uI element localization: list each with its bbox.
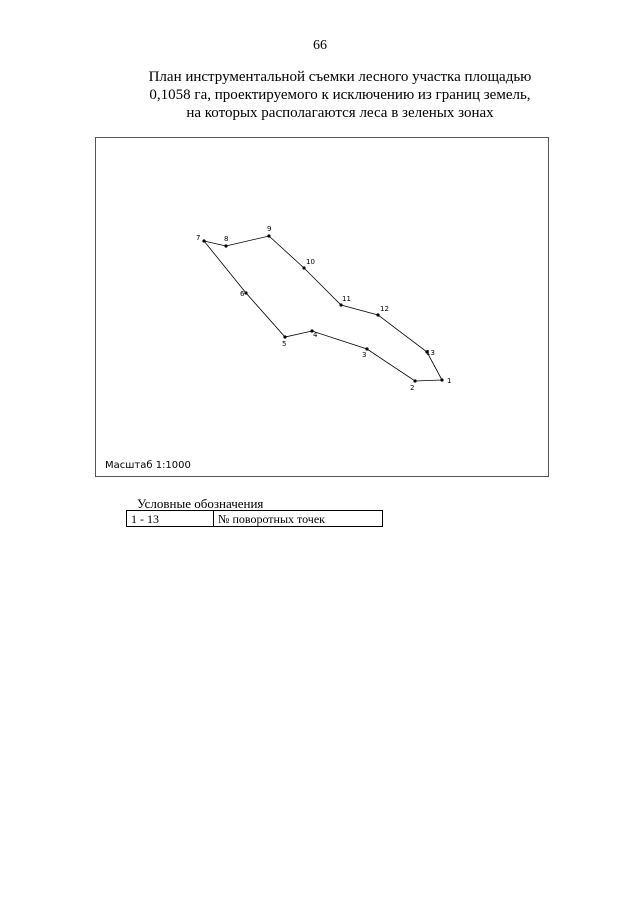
legend-title: Условные обозначения	[137, 496, 264, 511]
turning-point-marker	[224, 244, 227, 247]
plan-title-line-2: 0,1058 га, проектируемого к исключению из границ земель,	[149, 87, 531, 103]
turning-point-marker	[376, 313, 379, 316]
turning-point-label: 3	[362, 351, 367, 359]
turning-point-label: 10	[306, 258, 315, 266]
turning-point-label: 5	[282, 340, 287, 348]
turning-point-label: 2	[410, 384, 415, 392]
survey-plan-map	[95, 137, 549, 477]
turning-point-label: 4	[313, 331, 318, 339]
turning-point-label: 8	[224, 235, 229, 243]
turning-point-label: 12	[380, 305, 389, 313]
map-scale-label: Масштаб 1:1000	[105, 460, 191, 471]
legend-symbol: 1 - 13	[127, 511, 214, 527]
turning-point-label: 1	[447, 377, 452, 385]
plan-title	[110, 68, 570, 122]
turning-point-marker	[283, 335, 286, 338]
turning-point-label: 6	[240, 290, 245, 298]
plot-boundary	[204, 236, 442, 381]
turning-point-marker	[244, 291, 247, 294]
legend-description: № поворотных точек	[214, 511, 383, 527]
turning-point-label: 9	[267, 225, 272, 233]
legend-row	[127, 511, 383, 527]
turning-point-marker	[267, 234, 270, 237]
turning-point-label: 11	[342, 295, 351, 303]
turning-point-label: 7	[196, 234, 201, 242]
survey-plan-drawing	[96, 138, 548, 476]
turning-point-marker	[202, 239, 205, 242]
page-number: 66	[313, 38, 327, 53]
turning-point-marker	[440, 378, 443, 381]
plan-title-line-3: на которых располагаются леса в зеленых зонах	[186, 105, 494, 121]
plan-title-line-1: План инструментальной съемки лесного участка площадью	[148, 69, 532, 85]
turning-point-label: 13	[426, 349, 435, 357]
legend-table	[126, 510, 383, 527]
turning-point-marker	[413, 379, 416, 382]
turning-point-marker	[339, 303, 342, 306]
turning-point-marker	[302, 266, 305, 269]
